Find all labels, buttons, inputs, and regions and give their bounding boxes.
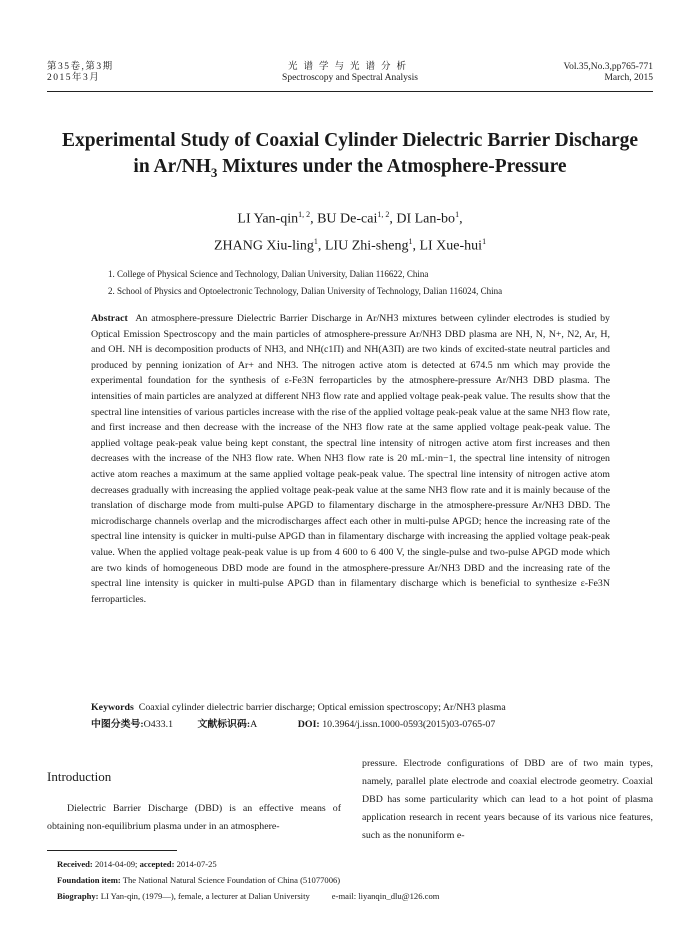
- author-email: e-mail: liyanqin_dlu@126.com: [331, 891, 440, 901]
- date-cn-line: 2015年3月: [47, 73, 101, 83]
- title-line-2: in $Ar/NH_3$ Mixtures under the Atmosphere-Pressure: [133, 156, 567, 180]
- author-name: DI Lan-bo: [396, 211, 456, 227]
- abstract-text: An atmosphere-pressure Dielectric Barrier Discharge in Ar/NH3 mixtures between cylinder electrodes is studied by Optical Emission Spectroscopy and the main particles of atmosphere-pressure Ar/NH3 DBD plasma are NH, N, N+, N2, Ar, H, and OH. NH is decomposition products of NH3, and NH(c1Π) and NH(A3Π) are two kinds of excited-state neutral particles and produced by penning ionization of Ar+ and NH3. The nitrogen active atom is detected at 674.5 nm which may provide the experimental foundation for the synthesis of ε-Fe3N ferroparticles by the atmosphere-pressure Ar/NH3 DBD plasma. The intensities of main particles are analyzed at different NH3 flow rate and applied voltage peak-peak value. The results show that the spectral line intensities of various particles increase with the rise of the applied voltage peak-peak value at the same NH3 flow rate, and first increase and then decrease with the increase of the NH3 flow rate at the same applied voltage peak-peak value. The applied voltage peak-peak value being kept constant, the spectral line intensity of nitrogen active atom first increases and then decreases with the increase of the NH3 flow rate. When NH3 flow rate is 20 mL·min−1, the spectral line intensity of nitrogen active atom reaches a maximum at the same applied voltage peak-peak value. The spectral line intensity of nitrogen active atom decreases gradually with increasing the applied voltage peak-peak value at the same NH3 flow rate and it is mainly because of the translation of discharge mode from multi-pulse APGD to filamentary discharge in the atmosphere-pressure Ar/NH3 DBD. The microdischarge channels overlap and the microdischarges affect each other in multi-pulse APGD; hence the increasing rate of the spectral line intensity is quicker in multi-pulse APGD than in filamentary discharge with increasing the applied voltage peak-peak value. When the applied voltage peak-peak value is up from 4 600 to 6 400 V, the single-pulse and two-pulse APGD mode which are two kinds of homogeneous DBD mode are found in the atmosphere-pressure Ar/NH3 DBD and the increasing rate of the spectral line intensity is quicker in multi-pulse APGD than in filamentary discharge which is beneficial to synthesize ε-Fe3N ferroparticles.: [91, 313, 610, 605]
- section-heading-introduction: Introduction: [47, 769, 112, 784]
- author-line-1: LI Yan-qin$^{1, 2}$, BU De-cai$^{1, 2}$, DI Lan-$bo^1$,: [237, 210, 463, 227]
- author-name: LIU Zhi-sheng: [324, 238, 409, 254]
- author-name: ZHANG Xiu-ling: [213, 238, 314, 254]
- header-rule: [47, 91, 653, 92]
- volume-pages-line: Vol.35,No.3,pp765-771: [563, 62, 653, 72]
- date-en-line: March, 2015: [604, 73, 653, 83]
- journal-name: [47, 62, 653, 84]
- author-name: LI Xue-hui: [419, 238, 483, 254]
- clc-number: 中图分类号:O433.1: [91, 719, 174, 730]
- keywords: [91, 701, 610, 715]
- affiliations: [108, 266, 660, 300]
- author-name: BU De-cai: [317, 211, 378, 227]
- abstract-label: Abstract: [91, 313, 128, 324]
- title-line-1: Experimental Study of Coaxial Cylinder Dielectric Barrier Discharge: [61, 130, 639, 151]
- keywords-label: Keywords: [91, 702, 134, 713]
- footnotes: [57, 856, 653, 904]
- affiliation-1: 1. College of Physical Science and Technology, Dalian University, Dalian 116622, China: [108, 269, 429, 279]
- journal-name-cn: 光谱学与光谱分析: [287, 62, 412, 72]
- author-name: LI Yan-qin: [237, 211, 299, 227]
- affiliation-2: 2. School of Physics and Optoelectronic Technology, Dalian University of Technology, Dalian 116024, China: [108, 286, 503, 296]
- foundation-item: Foundation item: The National Natural Science Foundation of China (51077006): [57, 875, 341, 885]
- footnote-rule: [47, 850, 177, 851]
- received-dates: Received: 2014-04-09; accepted: 2014-07-25: [57, 859, 217, 869]
- classification-line: [91, 718, 610, 732]
- volume-issue-line: 第35卷,第3期: [47, 62, 114, 72]
- keywords-text: Coaxial cylinder dielectric barrier discharge; Optical emission spectroscopy; Ar/NH3 plasma: [138, 702, 506, 713]
- document-code: 文献标识码:A: [197, 719, 258, 730]
- intro-left-text: Dielectric Barrier Discharge (DBD) is an effective means of obtaining non-equilibrium plasma under in an atmosphere-: [47, 803, 341, 832]
- running-header: [47, 62, 653, 86]
- intro-right-text: pressure. Electrode configurations of DBD are of two main types, namely, parallel plate electrode and coaxial electrode geometry. Coaxial DBD has some particularity which can lead to a hot point of plasma application research in recent years because of its various nice features, such as the nonuniform e-: [362, 758, 653, 841]
- author-line-2: ZHANG Xiu-ling$^1$, LIU Zhi-sheng$^1$, LI Xue-hui$^1$: [213, 236, 487, 254]
- paper-title: [40, 128, 660, 186]
- biography: Biography: LI Yan-qin, (1979—), female, a lecturer at Dalian University e-mail: liyanqin_dlu@126.com: [57, 891, 440, 901]
- intro-right-column: [362, 755, 653, 845]
- intro-left-column: [47, 800, 341, 836]
- volume-pages: [563, 62, 653, 84]
- doi: DOI: 10.3964/j.issn.1000-0593(2015)03-0765-07: [297, 719, 496, 730]
- author-list: [40, 204, 660, 257]
- abstract: [91, 311, 610, 607]
- journal-name-en: Spectroscopy and Spectral Analysis: [282, 73, 418, 83]
